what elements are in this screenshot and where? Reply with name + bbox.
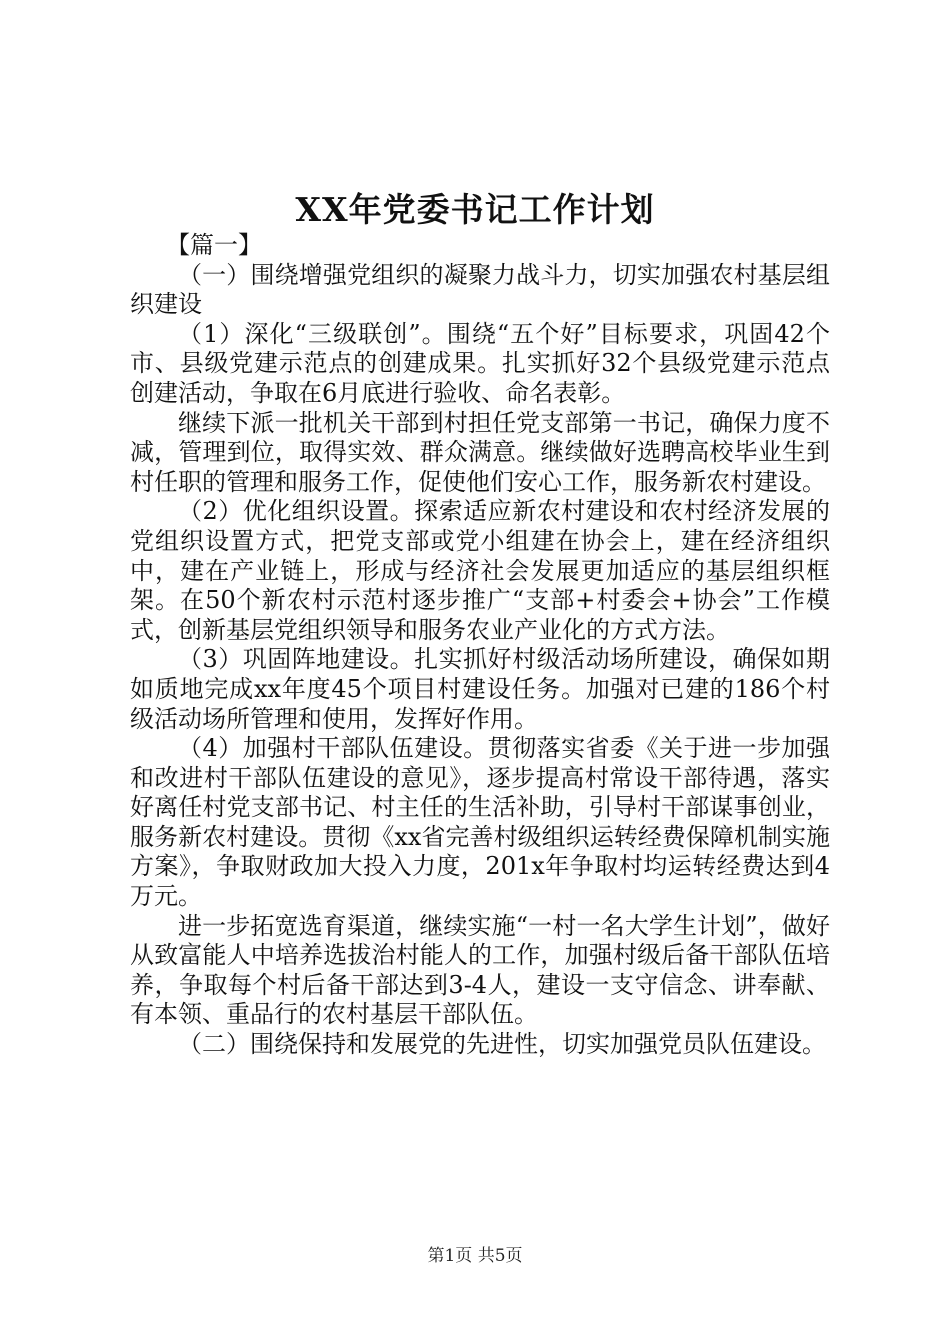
paragraph-body: 进一步拓宽选育渠道，继续实施“一村一名大学生计划”，做好从致富能人中培养选拔治村能人的工作，加强村级后备干部队伍培养，争取每个村后备干部达到3-4人，建设一支守信念、讲奉献、有本领、重品行的农村基层干部队伍。 (130, 911, 830, 1029)
document-body (130, 231, 830, 1060)
paragraph-body: 继续下派一批机关干部到村担任党支部第一书记，确保力度不减，管理到位，取得实效、群众满意。继续做好选聘高校毕业生到村任职的管理和服务工作，促使他们安心工作，服务新农村建设。 (130, 408, 830, 496)
paragraph-item-2: （2）优化组织设置。探索适应新农村建设和农村经济发展的党组织设置方式，把党支部或党小组建在协会上，建在经济组织中，建在产业链上，形成与经济社会发展更加适应的基层组织框架。在50个新农村示范村逐步推广“支部+村委会+协会”工作模式，创新基层党组织领导和服务农业产业化的方式方法。 (130, 497, 830, 644)
paragraph-heading-2: （二）围绕保持和发展党的先进性，切实加强党员队伍建设。 (178, 1030, 826, 1059)
paragraph-item-3: （3）巩固阵地建设。扎实抓好村级活动场所建设，确保如期如质地完成xx年度45个项目村建设任务。加强对已建的186个村级活动场所管理和使用，发挥好作用。 (130, 645, 830, 733)
page-footer: 第1页 共5页 (427, 1246, 523, 1266)
document-title: XX年党委书记工作计划 (295, 190, 655, 229)
paragraph-item-4: （4）加强村干部队伍建设。贯彻落实省委《关于进一步加强和改进村干部队伍建设的意见》，逐步提高村常设干部待遇，落实好离任村党支部书记、村主任的生活补助，引导村干部谋事创业，服务新农村建设。贯彻《xx省完善村级组织运转经费保障机制实施方案》，争取财政加大投入力度，201x年争取村均运转经费达到4万元。 (130, 734, 830, 911)
section-label: 【篇一】 (166, 231, 262, 259)
paragraph-item-1: （1）深化“三级联创”。围绕“五个好”目标要求，巩固42个市、县级党建示范点的创建成果。扎实抓好32个县级党建示范点创建活动，争取在6月底进行验收、命名表彰。 (130, 319, 830, 407)
paragraph-heading-1: （一）围绕增强党组织的凝聚力战斗力，切实加强农村基层组织建设 (130, 260, 830, 319)
